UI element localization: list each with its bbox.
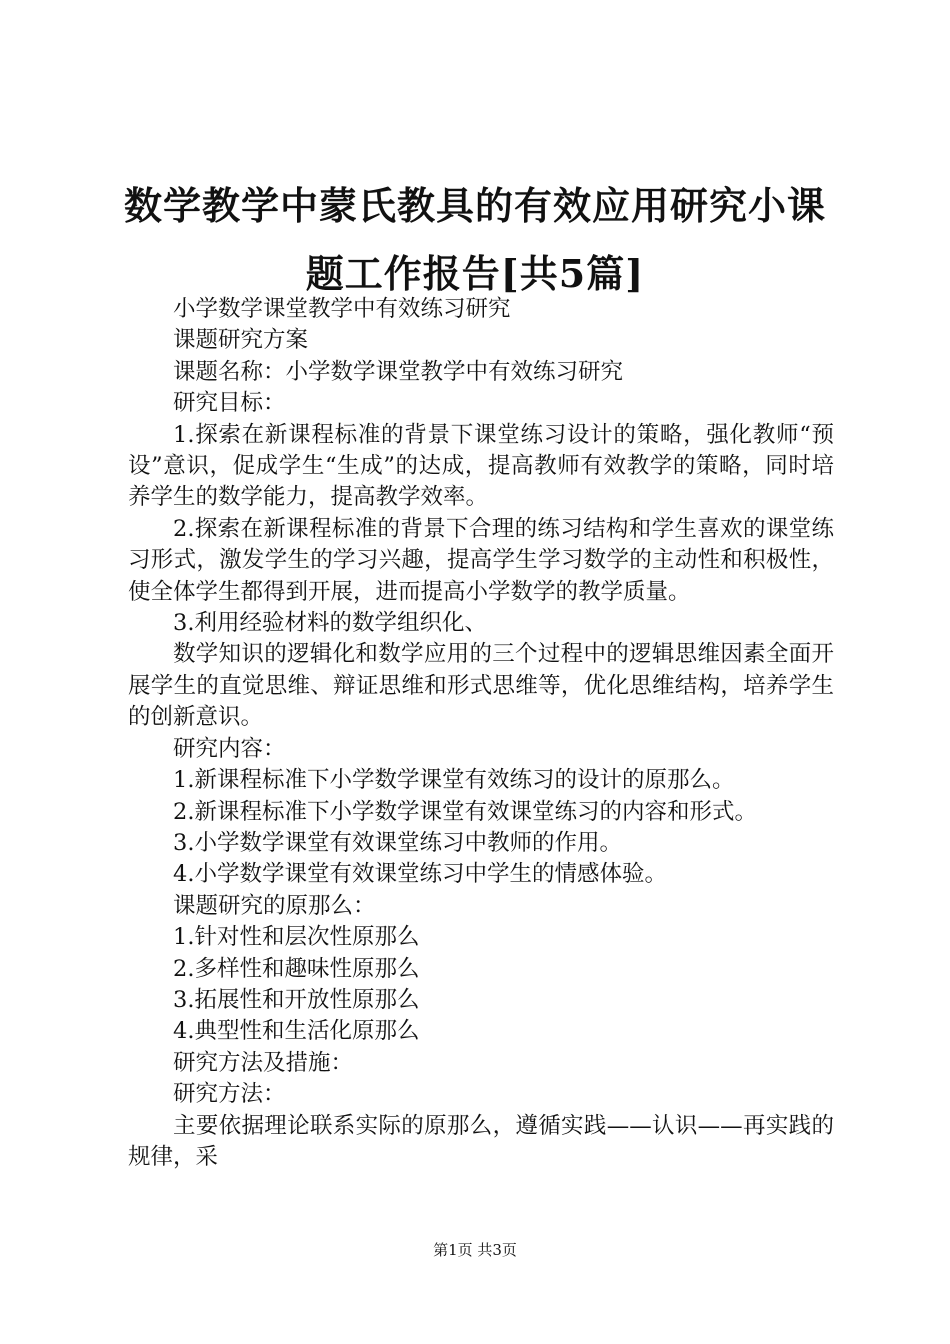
paragraph: 研究内容：: [173, 735, 286, 762]
paragraph: 研究方法及措施：: [173, 1049, 354, 1076]
paragraph: 课题研究方案: [173, 327, 309, 354]
paragraph: 1.探索在新课程标准的背景下课堂练习设计的策略，强化教师“预设”意识，促成学生“生成”的达成，提高教师有效教学的策略，同时培养学生的数学能力，提高教学效率。: [128, 421, 834, 511]
document-body: [128, 294, 834, 1173]
paragraph: 1.新课程标准下小学数学课堂有效练习的设计的原那么。: [173, 767, 735, 794]
paragraph: 研究目标：: [173, 390, 286, 417]
paragraph: 4.典型性和生活化原那么: [173, 1018, 420, 1045]
paragraph: 课题名称：小学数学课堂教学中有效练习研究: [173, 358, 624, 385]
paragraph: 3.利用经验材料的数学组织化、: [173, 610, 487, 637]
paragraph: 2.探索在新课程标准的背景下合理的练习结构和学生喜欢的课堂练习形式，激发学生的学习兴趣，提高学生学习数学的主动性和积极性，使全体学生都得到开展，进而提高小学数学的教学质量。: [128, 515, 834, 605]
paragraph: 课题研究的原那么：: [173, 892, 376, 919]
paragraph: 主要依据理论联系实际的原那么，遵循实践——认识——再实践的规律，采: [128, 1112, 834, 1170]
document-title: 数学教学中蒙氏教具的有效应用研究小课题工作报告[共5篇]: [123, 183, 826, 296]
page-footer: 第1页 共3页: [433, 1241, 517, 1259]
paragraph: 研究方法：: [173, 1081, 286, 1108]
paragraph: 2.新课程标准下小学数学课堂有效课堂练习的内容和形式。: [173, 798, 757, 825]
paragraph: 数学知识的逻辑化和数学应用的三个过程中的逻辑思维因素全面开展学生的直觉思维、辩证思维和形式思维等，优化思维结构，培养学生的创新意识。: [128, 641, 834, 731]
paragraph: 小学数学课堂教学中有效练习研究: [173, 296, 511, 322]
paragraph: 3.小学数学课堂有效课堂练习中教师的作用。: [173, 829, 622, 856]
paragraph: 3.拓展性和开放性原那么: [173, 986, 420, 1013]
paragraph: 1.针对性和层次性原那么: [173, 924, 420, 951]
paragraph: 4.小学数学课堂有效课堂练习中学生的情感体验。: [173, 861, 667, 888]
paragraph: 2.多样性和趣味性原那么: [173, 955, 420, 982]
